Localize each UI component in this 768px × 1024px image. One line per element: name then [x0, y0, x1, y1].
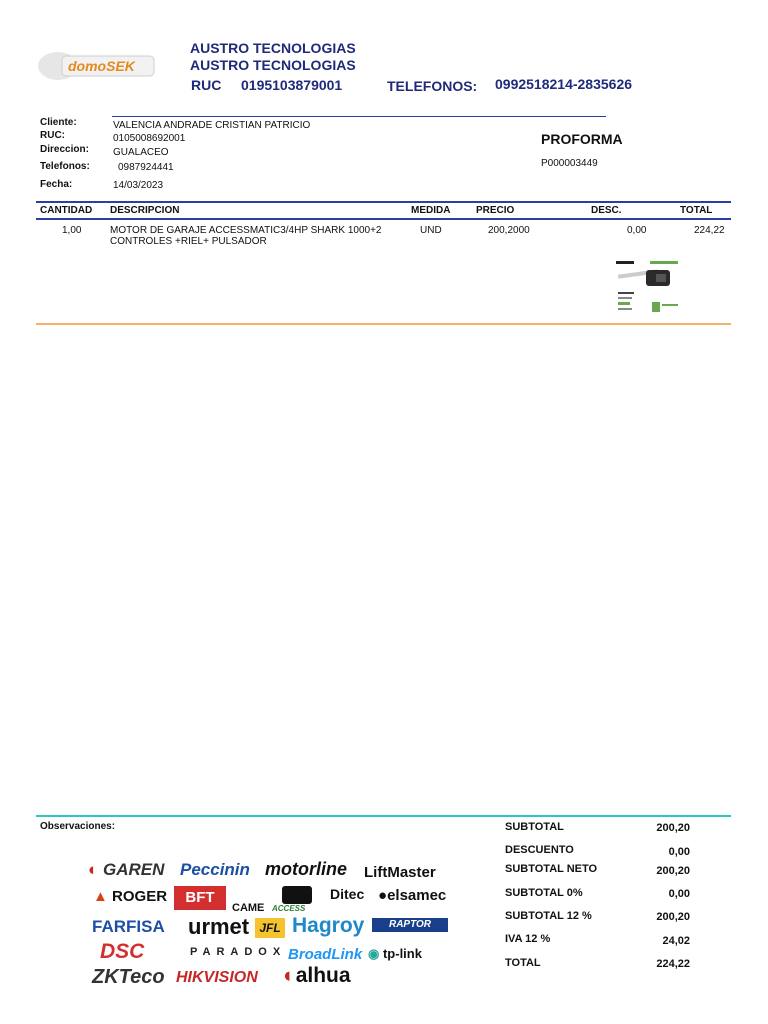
dsc-logo: DSC	[100, 940, 145, 963]
farfisa-logo: FARFISA	[92, 917, 165, 936]
liftmaster-logo: LiftMaster	[364, 864, 436, 881]
logo-text: domoSEK	[68, 58, 135, 74]
came-logo: CAME	[232, 902, 265, 914]
items-bottom-rule	[36, 323, 731, 325]
ruc-value: 0195103879001	[241, 77, 343, 93]
direccion-value: GUALACEO	[113, 147, 169, 158]
total-value: 224,22	[656, 958, 690, 970]
raptor-logo: RAPTOR	[372, 918, 448, 932]
broadlink-logo: BroadLink	[288, 946, 363, 963]
product-image	[612, 258, 682, 316]
access-logo: ACCESS	[272, 904, 306, 913]
telefonos-label: Telefonos:	[40, 161, 90, 172]
ruc-client-label: RUC:	[40, 130, 65, 141]
hagroy-logo: Hagroy	[292, 914, 365, 937]
direccion-label: Direccion:	[40, 144, 89, 155]
col-descripcion: DESCRIPCION	[110, 205, 180, 216]
roger-icon: ▲	[93, 888, 108, 905]
company-logo	[36, 46, 158, 86]
descuento-label: DESCUENTO	[505, 844, 574, 856]
fecha-label: Fecha:	[40, 179, 73, 190]
company-name-1: AUSTRO TECNOLOGIAS	[190, 40, 356, 56]
cell-precio: 200,2000	[488, 225, 530, 236]
dahua-logo: ◐alhua	[283, 964, 351, 987]
subtotal-0-label: SUBTOTAL 0%	[505, 887, 583, 899]
cell-descripcion-2: CONTROLES +RIEL+ PULSADOR	[110, 236, 267, 247]
cell-medida: UND	[420, 225, 442, 236]
peccinin-logo: Peccinin	[180, 860, 250, 879]
document-title: PROFORMA	[541, 131, 623, 147]
fecha-value: 14/03/2023	[113, 180, 164, 191]
cell-cantidad: 1,00	[62, 225, 82, 236]
total-label: TOTAL	[505, 957, 541, 969]
observaciones-label: Observaciones:	[40, 821, 116, 832]
cliente-value: VALENCIA ANDRADE CRISTIAN PATRICIO	[113, 120, 311, 131]
table-header-bottom-rule	[36, 218, 731, 220]
motorline-logo: motorline	[265, 859, 348, 879]
jfl-logo: JFL	[255, 918, 285, 938]
col-total: TOTAL	[680, 205, 713, 216]
subtotal-12-label: SUBTOTAL 12 %	[505, 910, 592, 922]
phone-label: TELEFONOS:	[387, 78, 478, 94]
ruc-client-value: 0105008692001	[113, 133, 186, 144]
roger-logo: ▲ ROGER	[93, 888, 168, 905]
tplink-icon: ◉	[368, 946, 380, 961]
subtotal-label: SUBTOTAL	[505, 821, 564, 833]
col-desc: DESC.	[591, 205, 622, 216]
paradox-logo: PARADOX	[190, 946, 287, 958]
ditec-logo: Ditec	[330, 886, 365, 902]
col-cantidad: CANTIDAD	[40, 205, 93, 216]
cliente-label: Cliente:	[40, 117, 77, 128]
urmet-logo: urmet	[188, 914, 250, 939]
bft-logo: BFT	[174, 886, 226, 910]
tplink-logo: ◉ tp-link	[368, 946, 422, 961]
elsamec-logo: ●elsamec	[378, 887, 447, 904]
zkteco-logo: ZKTeco	[92, 966, 165, 988]
col-precio: PRECIO	[476, 205, 515, 216]
phone-value: 0992518214-2835626	[495, 76, 633, 92]
garen-logo: ◐ GAREN	[88, 860, 165, 879]
cell-total: 224,22	[694, 225, 725, 236]
subtotal-value: 200,20	[656, 822, 690, 834]
cell-descripcion-1: MOTOR DE GARAJE ACCESSMATIC3/4HP SHARK 1000+2	[110, 225, 382, 236]
iva-label: IVA 12 %	[505, 933, 551, 945]
subtotal-0-value: 0,00	[668, 888, 690, 900]
footer-rule	[36, 815, 731, 817]
telefonos-value: 0987924441	[118, 162, 174, 173]
cell-desc: 0,00	[627, 225, 647, 236]
subtotal-neto-value: 200,20	[656, 865, 690, 877]
descuento-value: 0,00	[668, 846, 690, 858]
document-number: P000003449	[541, 158, 598, 169]
access-icon	[282, 886, 312, 904]
ruc-label: RUC	[191, 77, 222, 93]
hikvision-logo: HIKVISION	[176, 969, 258, 986]
iva-value: 24,02	[662, 935, 690, 947]
subtotal-neto-label: SUBTOTAL NETO	[505, 863, 598, 875]
header-divider	[112, 116, 606, 117]
subtotal-12-value: 200,20	[656, 911, 690, 923]
elsamec-icon: ●	[378, 887, 388, 904]
dahua-icon: ◐	[283, 964, 296, 987]
garen-icon: ◐	[88, 860, 99, 879]
company-name-2: AUSTRO TECNOLOGIAS	[190, 57, 356, 73]
table-header-top-rule	[36, 201, 731, 203]
col-medida: MEDIDA	[411, 205, 451, 216]
